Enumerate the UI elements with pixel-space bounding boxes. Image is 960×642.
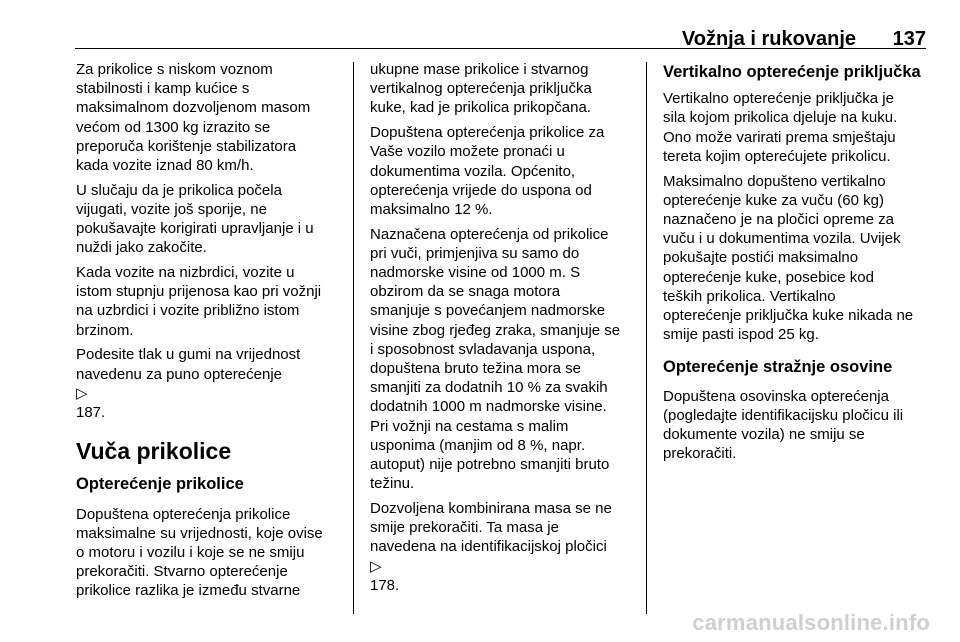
text-line: U slučaju da je prikolica počela [76,181,282,199]
text-line: dodatnih 1000 m nadmorske visine. [370,398,607,416]
text-line: Dopuštena opterećenja prikolice za [370,124,605,142]
text-line: kuke, kad je prikolica prikopčana. [370,99,591,117]
paragraph-combined-mass [370,499,638,595]
text-line: i sposobnost svladavanja uspona, [370,340,596,358]
text-line: navedena na identifikacijskoj pločici [370,538,607,556]
text-line: autoput) nije potrebno smanjiti bruto [370,456,610,474]
text-line: naznačeno je na pločici opreme za [663,210,894,228]
paragraph-stabilizer [76,60,348,175]
text-line: dopuštena bruto težina mora se [370,360,581,378]
text-line: navedenu za puno opterećenje [76,365,283,383]
text-line: prikolice razlika je između stvarne [76,582,301,600]
watermark: carmanualsonline.info [692,610,930,635]
text-line: nadmorske visine od 1000 m. S [370,264,581,282]
text-line: Maksimalno dopušteno vertikalno [663,172,886,190]
text-line: istom stupnju prijenosa kao pri vožnji [76,283,322,301]
text-line: pokušajte postići maksimalno [663,249,859,267]
column-divider-2 [646,62,647,614]
text-line: Dozvoljena kombinirana masa se ne [370,499,612,517]
text-line: maksimalnom dozvoljenom masom [76,99,311,117]
text-line: usponima (manjim od 8 %, napr. [370,436,586,454]
text-line: sila kojom prikolica djeluje na kuku. [663,109,898,127]
page-ref-link[interactable]: 187. [76,403,106,421]
text-line: pokušavajte korigirati upravljanje i u [76,220,314,238]
text-line: smanjiti za dodatnih 10 % za svakih [370,379,608,397]
text-line: opterećenje priključka kuke nikada ne [663,306,914,324]
column-2 [370,60,638,600]
text-line: vuču i u dokumentima vozila. Uvijek [663,230,901,248]
page-number: 137 [892,28,926,50]
text-line: kada vozite iznad 80 km/h. [76,157,254,175]
text-line: stabilnosti i kamp kućice s [76,80,250,98]
paragraph-vertical-load-def [663,89,928,166]
text-line: Dopuštena opterećenja prikolice [76,505,291,523]
text-line: nuždi jako zakočite. [76,239,207,257]
column-3 [663,60,928,469]
text-line: dokumente vozila) ne smiju se [663,425,865,443]
header-rule [75,48,926,49]
page-ref-link[interactable]: 178. [370,576,400,594]
text-line: vijugati, vozite još sporije, ne [76,200,267,218]
paragraph-max-vertical-load [663,172,928,345]
paragraph-tyre-pressure [76,345,348,422]
text-line: ukupne mase prikolice i stvarnog [370,61,589,78]
combined-mass-lines [370,499,638,557]
text-line: prekoračiti. [663,445,737,463]
text-line: pri vuči, primjenjiva su samo do [370,244,580,262]
text-line: maksimalne su vrijednosti, koje ovise [76,524,323,542]
text-line: opterećenje kuke, posebice kod [663,268,874,286]
page-header-title: Vožnja i rukovanje [681,28,856,50]
heading-vertical-load: Vertikalno opterećenje priključka [663,63,921,81]
text-line: smije prekoračiti. Ta masa je [370,519,559,537]
text-line: visine zbog rjeđeg zraka, smanjuje se [370,321,621,339]
text-line: obzirom da se snaga motora [370,283,561,301]
text-line: Kada vozite na nizbrdici, vozite u [76,264,295,282]
text-line: tereta kojim opterećujete prikolicu. [663,147,891,165]
text-line: prekoračiti. Stvarno opterećenje [76,563,288,581]
tyre-pressure-lines [76,345,348,383]
text-line: dokumentima vozila. Općenito, [370,162,576,180]
column-divider-1 [353,62,354,614]
paragraph-downhill [76,263,348,340]
text-line: (pogledajte identifikacijsku pločicu ili [663,406,904,424]
text-line: brzinom. [76,321,134,339]
text-line: teških prikolica. Vertikalno [663,287,836,305]
text-line: smanjuje s povećanjem nadmorske [370,302,606,320]
text-line: Vertikalno opterećenje priključka je [663,90,894,108]
paragraph-altitude [370,225,638,494]
text-line: težinu. [370,475,415,493]
text-line: Ono može varirati prema smještaju [663,128,896,146]
text-line: maksimalno 12 %. [370,200,493,218]
text-line: o motoru i vozilu i koje se ne smiju [76,543,305,561]
text-line: Vaše vozilo možete pronaći u [370,143,565,161]
paragraph-trailer-loads [76,505,348,601]
column-1 [76,60,348,606]
paragraph-permitted-loads [370,123,638,219]
page-ref-arrow-icon: ▷ [76,384,88,402]
subsection-title: Opterećenje prikolice [76,475,244,494]
text-line: većom od 1300 kg izrazito se [76,118,271,136]
section-title: Vuča prikolice [76,438,232,465]
text-line: Za prikolice s niskom voznom [76,61,273,78]
text-line: na uzbrdici i vozite približno istom [76,302,300,320]
text-line: Dopuštena osovinska opterećenja [663,387,889,405]
text-line: smije pasti ispod 25 kg. [663,326,819,344]
text-line: preporuča korištenje stabilizatora [76,137,297,155]
text-line: opterećenje kuke za vuču (60 kg) [663,191,884,209]
text-line: Pri vožnji na cestama s malim [370,417,569,435]
text-line: Podesite tlak u gumi na vrijednost [76,346,301,364]
paragraph-swaying [76,181,348,258]
text-line: Naznačena opterećenja od prikolice [370,225,609,243]
heading-rear-axle-load: Opterećenje stražnje osovine [663,358,893,377]
text-line: opterećenja vrijede do uspona od [370,181,592,199]
paragraph-axle-loads [663,387,928,464]
text-line: vertikalnog opterećenja priključka [370,80,592,98]
paragraph-trailer-mass [370,60,638,118]
page-ref-arrow-icon: ▷ [370,557,382,575]
